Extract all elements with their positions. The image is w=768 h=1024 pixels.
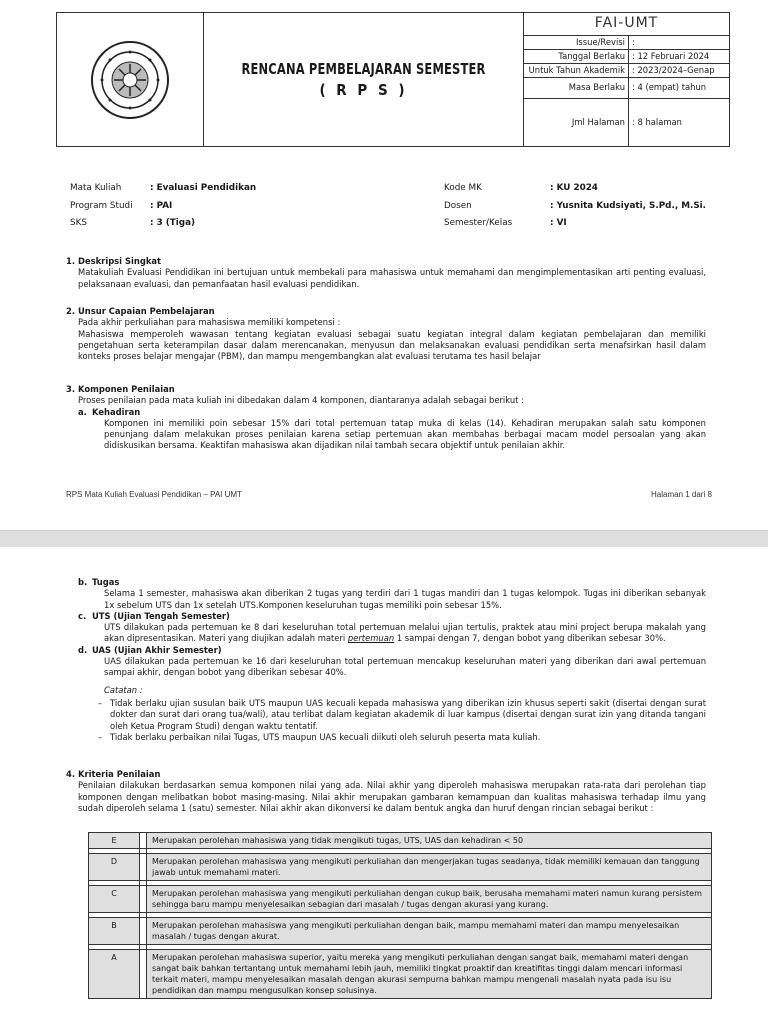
- section-grading-criteria: [66, 769, 706, 814]
- meta-value: :: [632, 36, 635, 47]
- meta-value: : 8 halaman: [632, 116, 682, 127]
- section-number: 4.: [66, 769, 76, 779]
- university-logo: [57, 13, 204, 146]
- section-description: [66, 256, 706, 290]
- section-body: Pada akhir perkuliahan para mahasiswa memiliki kompetensi :: [78, 317, 341, 328]
- info-row: [444, 180, 706, 198]
- section-body: Proses penilaian pada mata kuliah ini dibedakan dalam 4 komponen, diantaranya adalah sebagai berikut :: [78, 395, 524, 406]
- subsection-title: Kehadiran: [92, 406, 141, 417]
- subsection-heading: [78, 407, 706, 418]
- grade-description: Merupakan perolehan mahasiswa superior, yaitu mereka yang mengikuti perkuliahan dengan sangat baik, memahami materi dengan sangat baik bahkan tertantang untuk memahami lebih jauh, memiliki tingkat proaktif dan kreatifitas tinggi dalam mencari informasi terkait materi, mampu menyelesaikan masalah dengan akurasi sempurna bahkan mampu mengenali masalah nyata pada isu isu pendidikan dan mampu mengusulkan konsep solusinya.: [147, 950, 712, 999]
- notes: [78, 698, 706, 743]
- grade-letter: A: [89, 950, 140, 999]
- course-info-left: [70, 180, 256, 233]
- meta-key: Issue/Revisi: [524, 36, 629, 49]
- meta-key: Tanggal Berlaku: [524, 50, 629, 63]
- notes-list: [92, 698, 706, 743]
- university-seal-icon: [90, 40, 170, 120]
- section-title: Kriteria Penilaian: [78, 769, 161, 779]
- list-item: – Tidak berlaku perbaikan nilai Tugas, UTS maupun UAS kecuali diikuti oleh seluruh peserta mata kuliah.: [110, 732, 706, 743]
- section-learning-outcomes: [66, 306, 706, 362]
- course-info-right: [444, 180, 706, 233]
- info-value: : VI: [550, 218, 567, 228]
- info-key: Mata Kuliah: [70, 183, 122, 193]
- document-header: [56, 12, 730, 147]
- meta-key: Jml Halaman: [524, 99, 629, 146]
- document-meta: [524, 13, 729, 146]
- section-assessment-components: [66, 384, 706, 452]
- subsection-body: Selama 1 semester, mahasiswa akan diberikan 2 tugas yang terdiri dari 1 tugas mandiri dan 1 tugas kelompok. Tugas ini diberikan sebanyak 1x sebelum UTS dan 1x setelah UTS.Komponen keseluruhan tugas memiliki poin sebesar 15%.: [104, 588, 706, 610]
- subsection-number: c.: [78, 610, 87, 621]
- subsection-body: [78, 622, 706, 645]
- component-attendance: [66, 407, 706, 452]
- info-key: Semester/Kelas: [444, 218, 513, 228]
- section-assessment-components-cont: [66, 577, 706, 743]
- cell-spacer: [140, 886, 147, 913]
- subsection-number: a.: [78, 406, 87, 417]
- table-row: [89, 918, 712, 945]
- subsection-number: b.: [78, 577, 88, 587]
- table-row: [89, 886, 712, 913]
- info-value: : PAI: [150, 200, 173, 211]
- subsection-heading: [78, 577, 706, 588]
- grade-description: Merupakan perolehan mahasiswa yang mengikuti perkuliahan dengan baik, mampu memahami materi dan mampu menyelesaikan masalah / tugas dengan akurat.: [147, 918, 712, 945]
- section-title: Komponen Penilaian: [78, 384, 175, 394]
- cell-spacer: [140, 918, 147, 945]
- document-title-block: [204, 13, 524, 146]
- subsection-body: UAS dilakukan pada pertemuan ke 16 dari keseluruhan total pertemuan mencakup keseluruhan materi yang diberikan dari awal pertemuan sampai akhir, dengan bobot yang diberikan sebesar 40%.: [104, 656, 706, 678]
- meta-row: [524, 36, 729, 50]
- page-separator: [0, 531, 768, 547]
- meta-value: : 2023/2024–Genap: [632, 64, 715, 75]
- document-subtitle: ( R P S ): [319, 81, 408, 99]
- subsection-number: d.: [78, 644, 88, 655]
- cell-spacer: [140, 833, 147, 849]
- subsection-body: Komponen ini memiliki poin sebesar 15% dari total pertemuan tatap muka di kelas (14). Kehadiran merupakan salah satu komponen penunjang dalam melakukan proses penilaian karena setiap pertemuan akan membahas berbagai macam model persoalan yang akan didiskusikan bersama. Keaktifan mahasiswa akan dijadikan nilai tambah secara objektif untuk penilaian akhir.: [104, 417, 706, 451]
- footer-left: RPS Mata Kuliah Evaluasi Pendidikan – PAI UMT: [66, 490, 242, 499]
- meta-key: Masa Berlaku: [524, 78, 629, 98]
- subsection-heading: [78, 645, 706, 656]
- info-value: : 3 (Tiga): [150, 218, 196, 228]
- section-title: Unsur Capaian Pembelajaran: [78, 306, 215, 316]
- grade-description: Merupakan perolehan mahasiswa yang mengikuti perkuliahan dan mengerjakan tugas seadanya, tidak memiliki kemauan dan tanggung jawab untuk memahami materi.: [147, 854, 712, 881]
- meta-row: [524, 50, 729, 64]
- grade-description: Merupakan perolehan mahasiswa yang mengikuti perkuliahan dengan cukup baik, berusaha memahami materi namun kurang persistem sehingga baru mampu menyelesaikan sebagian dari masalah / tugas dengan akurasi yang kurang.: [147, 886, 712, 913]
- component-uts: [66, 611, 706, 645]
- section-heading: [66, 769, 706, 780]
- grade-letter: C: [89, 886, 140, 913]
- info-key: SKS: [70, 218, 87, 228]
- body-text: 1 sampai dengan 7, dengan bobot yang diberikan sebesar 30%.: [394, 633, 666, 644]
- cell-spacer: [140, 854, 147, 881]
- info-row: [70, 198, 256, 216]
- section-heading: [66, 384, 706, 395]
- grade-letter: E: [89, 833, 140, 849]
- meta-row: [524, 64, 729, 78]
- info-key: Dosen: [444, 200, 472, 211]
- grade-table: [88, 832, 712, 999]
- section-number: 3.: [66, 384, 76, 394]
- component-uas: [66, 645, 706, 743]
- info-value: : Evaluasi Pendidikan: [150, 183, 257, 193]
- meta-value: : 4 (empat) tahun: [632, 82, 707, 93]
- cell-spacer: [140, 950, 147, 999]
- info-row: [444, 198, 706, 216]
- section-body: Penilaian dilakukan berdasarkan semua komponen nilai yang ada. Nilai akhir yang diperoleh mahasiswa merupakan rata-rata dari perolehan tiap komponen dengan melibatkan bobot masing-masing. Nilai akhir merupakan gambaran kemampuan dan kualitas mahasiswa terhadap ilmu yang sudah diperoleh selama 1 (satu) semester. Nilai akhir akan dikonversi ke dalam bentuk angka dan huruf dengan rincian sebagai berikut :: [78, 780, 706, 813]
- info-key: Kode MK: [444, 183, 482, 193]
- table-row: [89, 854, 712, 881]
- body-text: UTS dilakukan pada pertemuan ke 8 dari keseluruhan total pertemuan melalui ujian tertulis, praktek atau mini project berupa makalah yang akan dipresentasikan. Materi yang diujikan adalah materi: [104, 622, 706, 644]
- list-item: – Tidak berlaku ujian susulan baik UTS maupun UAS kecuali kepada mahasiswa yang diberikan izin khusus seperti sakit (disertai dengan surat dokter dan surat dari orang tua/wali), atau terlibat dalam kegiatan akademik di luar kampus (disertai dengan surat izin yang ditanda tangani oleh Ketua Program Studi) dengan waktu tentatif.: [110, 698, 706, 732]
- grade-letter: B: [89, 918, 140, 945]
- section-body: Mahasiswa memperoleh wawasan tentang kegiatan evaluasi sebagai suatu kegiatan integral dalam kegiatan pembelajaran dan memiliki pengetahuan serta keterampilan dasar dalam merencanakan, menyusun dan melaksanakan evaluasi pendidikan serta menafsirkan hasil dalam konteks proses belajar mengajar (PBM), dan mampu mengembangkan alat evaluasi terutama tes hasil belajar: [78, 328, 706, 362]
- section-body: Matakuliah Evaluasi Pendidikan ini bertujuan untuk membekali para mahasiswa untuk memahami dan mengimplementasikan arti penting evaluasi, pelaksanaan evaluasi, dan pemanfaatan hasil evaluasi pendidikan.: [78, 267, 706, 289]
- table-row: [89, 833, 712, 849]
- info-value: : KU 2024: [550, 183, 598, 193]
- section-title: Deskripsi Singkat: [78, 256, 162, 266]
- info-row: [70, 215, 256, 233]
- info-row: [444, 215, 706, 233]
- subsection-title: UAS (Ujian Akhir Semester): [92, 644, 222, 655]
- footer-page-number: Halaman 1 dari 8: [651, 490, 712, 499]
- info-value: : Yusnita Kudsiyati, S.Pd., M.Si.: [550, 200, 707, 211]
- meta-key: Untuk Tahun Akademik: [524, 64, 629, 77]
- emphasis-text: pertemuan: [347, 633, 395, 644]
- meta-row: [524, 99, 729, 146]
- notes-label: Catatan :: [104, 684, 143, 695]
- section-heading: [66, 256, 706, 267]
- meta-row: [524, 78, 729, 99]
- info-row: [70, 180, 256, 198]
- subsection-title: UTS (Ujian Tengah Semester): [92, 610, 230, 621]
- section-number: 1.: [66, 256, 76, 266]
- info-key: Program Studi: [70, 200, 133, 211]
- grade-description: Merupakan perolehan mahasiswa yang tidak mengikuti tugas, UTS, UAS dan kehadiran < 50: [147, 833, 712, 849]
- meta-value: : 12 Februari 2024: [632, 50, 710, 61]
- document-title: RENCANA PEMBELAJARAN SEMESTER: [241, 60, 486, 78]
- org-code: FAI-UMT: [524, 13, 729, 36]
- subsection-heading: [78, 611, 706, 622]
- section-number: 2.: [66, 306, 76, 316]
- subsection-title: Tugas: [92, 577, 120, 587]
- grade-letter: D: [89, 854, 140, 881]
- section-heading: [66, 306, 706, 317]
- table-row: [89, 950, 712, 999]
- component-assignment: [66, 577, 706, 611]
